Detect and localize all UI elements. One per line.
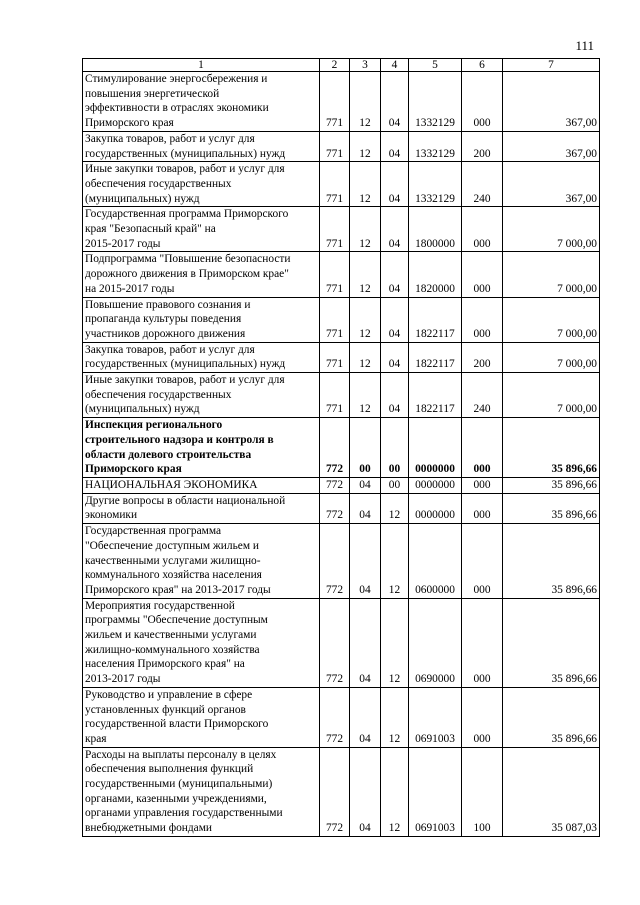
row-name-cell: Государственная программа Приморского края "Безопасный край" на 2015-2017 годы — [83, 207, 320, 252]
row-amount-cell: 35 896,66 — [503, 477, 600, 493]
row-amount-cell: 7 000,00 — [503, 252, 600, 297]
row-code-2-cell: 771 — [320, 342, 350, 372]
row-code-4-cell: 12 — [381, 524, 409, 599]
row-name-cell: Руководство и управление в сфере установленных функций органов государственной власти Приморского края — [83, 687, 320, 747]
table-row — [83, 747, 600, 836]
column-header-5: 5 — [409, 59, 462, 72]
row-code-6-cell: 000 — [462, 524, 503, 599]
row-code-3-cell: 12 — [350, 342, 381, 372]
row-code-4-cell: 12 — [381, 598, 409, 687]
table-row — [83, 162, 600, 207]
budget-table — [82, 58, 600, 837]
row-amount-cell: 35 896,66 — [503, 598, 600, 687]
row-code-2-cell: 771 — [320, 252, 350, 297]
column-header-2: 2 — [320, 59, 350, 72]
row-code-6-cell: 000 — [462, 598, 503, 687]
row-code-2-cell: 771 — [320, 373, 350, 418]
row-amount-cell: 7 000,00 — [503, 297, 600, 342]
row-code-6-cell: 000 — [462, 207, 503, 252]
row-code-5-cell: 1332129 — [409, 72, 462, 132]
column-header-1: 1 — [83, 59, 320, 72]
table-row — [83, 493, 600, 523]
row-code-5-cell: 1332129 — [409, 162, 462, 207]
column-header-4: 4 — [381, 59, 409, 72]
row-name-cell: Иные закупки товаров, работ и услуг для обеспечения государственных (муниципальных) нужд — [83, 162, 320, 207]
row-code-4-cell: 04 — [381, 131, 409, 161]
row-code-3-cell: 12 — [350, 252, 381, 297]
row-code-6-cell: 240 — [462, 373, 503, 418]
row-amount-cell: 35 087,03 — [503, 747, 600, 836]
row-code-6-cell: 200 — [462, 342, 503, 372]
row-code-2-cell: 771 — [320, 72, 350, 132]
table-row — [83, 477, 600, 493]
table-row — [83, 207, 600, 252]
row-code-2-cell: 772 — [320, 418, 350, 478]
row-code-3-cell: 12 — [350, 72, 381, 132]
row-code-5-cell: 0000000 — [409, 493, 462, 523]
table-header-row — [83, 59, 600, 72]
row-code-6-cell: 000 — [462, 72, 503, 132]
column-header-6: 6 — [462, 59, 503, 72]
row-code-4-cell: 12 — [381, 687, 409, 747]
row-code-3-cell: 04 — [350, 477, 381, 493]
table-row — [83, 373, 600, 418]
row-code-2-cell: 771 — [320, 297, 350, 342]
row-code-3-cell: 04 — [350, 493, 381, 523]
row-code-5-cell: 1820000 — [409, 252, 462, 297]
row-code-6-cell: 000 — [462, 252, 503, 297]
row-name-cell: Расходы на выплаты персоналу в целях обеспечения выполнения функций государственными (муниципальными) органами, казенными учреждениями, органами управления государственными внебюджетными фондами — [83, 747, 320, 836]
row-code-5-cell: 1800000 — [409, 207, 462, 252]
row-name-cell: Другие вопросы в области национальной экономики — [83, 493, 320, 523]
row-code-6-cell: 240 — [462, 162, 503, 207]
row-code-6-cell: 000 — [462, 687, 503, 747]
row-amount-cell: 35 896,66 — [503, 687, 600, 747]
row-code-5-cell: 1822117 — [409, 297, 462, 342]
column-header-3: 3 — [350, 59, 381, 72]
row-amount-cell: 35 896,66 — [503, 524, 600, 599]
row-code-4-cell: 04 — [381, 297, 409, 342]
row-code-4-cell: 04 — [381, 162, 409, 207]
row-name-cell: НАЦИОНАЛЬНАЯ ЭКОНОМИКА — [83, 477, 320, 493]
row-code-5-cell: 0600000 — [409, 524, 462, 599]
row-amount-cell: 35 896,66 — [503, 418, 600, 478]
row-amount-cell: 367,00 — [503, 162, 600, 207]
row-amount-cell: 367,00 — [503, 131, 600, 161]
row-code-6-cell: 000 — [462, 477, 503, 493]
row-code-3-cell: 12 — [350, 297, 381, 342]
row-code-4-cell: 00 — [381, 477, 409, 493]
row-code-4-cell: 12 — [381, 747, 409, 836]
row-code-4-cell: 04 — [381, 207, 409, 252]
row-code-5-cell: 0691003 — [409, 687, 462, 747]
row-name-cell: Стимулирование энергосбережения и повышения энергетической эффективности в отраслях экономики Приморского края — [83, 72, 320, 132]
row-code-5-cell: 0690000 — [409, 598, 462, 687]
row-code-2-cell: 772 — [320, 477, 350, 493]
row-amount-cell: 7 000,00 — [503, 207, 600, 252]
column-header-7: 7 — [503, 59, 600, 72]
row-code-3-cell: 04 — [350, 747, 381, 836]
row-code-3-cell: 04 — [350, 598, 381, 687]
row-amount-cell: 35 896,66 — [503, 493, 600, 523]
row-code-4-cell: 12 — [381, 493, 409, 523]
row-name-cell: Повышение правового сознания и пропаганда культуры поведения участников дорожного движения — [83, 297, 320, 342]
table-row — [83, 342, 600, 372]
row-code-2-cell: 772 — [320, 687, 350, 747]
row-code-4-cell: 04 — [381, 252, 409, 297]
row-code-5-cell: 0000000 — [409, 418, 462, 478]
row-name-cell: Государственная программа "Обеспечение доступным жильем и качественными услугами жилищно- коммунального хозяйства населения Приморского края" на 2013-2017 годы — [83, 524, 320, 599]
row-code-6-cell: 000 — [462, 297, 503, 342]
row-name-cell: Инспекция регионального строительного надзора и контроля в области долевого строительства Приморского края — [83, 418, 320, 478]
row-code-2-cell: 771 — [320, 162, 350, 207]
row-code-5-cell: 1822117 — [409, 342, 462, 372]
row-code-4-cell: 00 — [381, 418, 409, 478]
row-name-cell: Подпрограмма "Повышение безопасности дорожного движения в Приморском крае" на 2015-2017 годы — [83, 252, 320, 297]
row-amount-cell: 7 000,00 — [503, 373, 600, 418]
row-code-3-cell: 12 — [350, 162, 381, 207]
row-code-3-cell: 00 — [350, 418, 381, 478]
row-name-cell: Закупка товаров, работ и услуг для государственных (муниципальных) нужд — [83, 342, 320, 372]
table-row — [83, 252, 600, 297]
row-code-2-cell: 772 — [320, 524, 350, 599]
row-code-5-cell: 1822117 — [409, 373, 462, 418]
table-row — [83, 524, 600, 599]
row-code-5-cell: 1332129 — [409, 131, 462, 161]
table-row — [83, 297, 600, 342]
row-code-3-cell: 04 — [350, 687, 381, 747]
row-amount-cell: 367,00 — [503, 72, 600, 132]
row-code-5-cell: 0691003 — [409, 747, 462, 836]
row-code-2-cell: 771 — [320, 207, 350, 252]
row-code-3-cell: 12 — [350, 207, 381, 252]
row-code-4-cell: 04 — [381, 72, 409, 132]
table-row — [83, 598, 600, 687]
row-code-3-cell: 12 — [350, 373, 381, 418]
row-code-6-cell: 100 — [462, 747, 503, 836]
table-row — [83, 687, 600, 747]
row-code-2-cell: 771 — [320, 131, 350, 161]
table-row — [83, 72, 600, 132]
row-code-4-cell: 04 — [381, 373, 409, 418]
page-number: 111 — [575, 38, 594, 53]
row-code-6-cell: 000 — [462, 493, 503, 523]
row-name-cell: Закупка товаров, работ и услуг для государственных (муниципальных) нужд — [83, 131, 320, 161]
row-code-2-cell: 772 — [320, 747, 350, 836]
row-code-4-cell: 04 — [381, 342, 409, 372]
row-code-3-cell: 12 — [350, 131, 381, 161]
table-row — [83, 418, 600, 478]
row-name-cell: Иные закупки товаров, работ и услуг для обеспечения государственных (муниципальных) нужд — [83, 373, 320, 418]
row-code-2-cell: 772 — [320, 598, 350, 687]
row-code-6-cell: 000 — [462, 418, 503, 478]
row-amount-cell: 7 000,00 — [503, 342, 600, 372]
row-code-2-cell: 772 — [320, 493, 350, 523]
row-name-cell: Мероприятия государственной программы "Обеспечение доступным жильем и качественными услугами жилищно-коммунального хозяйства населения Приморского края" на 2013-2017 годы — [83, 598, 320, 687]
row-code-3-cell: 04 — [350, 524, 381, 599]
row-code-6-cell: 200 — [462, 131, 503, 161]
table-row — [83, 131, 600, 161]
row-code-5-cell: 0000000 — [409, 477, 462, 493]
